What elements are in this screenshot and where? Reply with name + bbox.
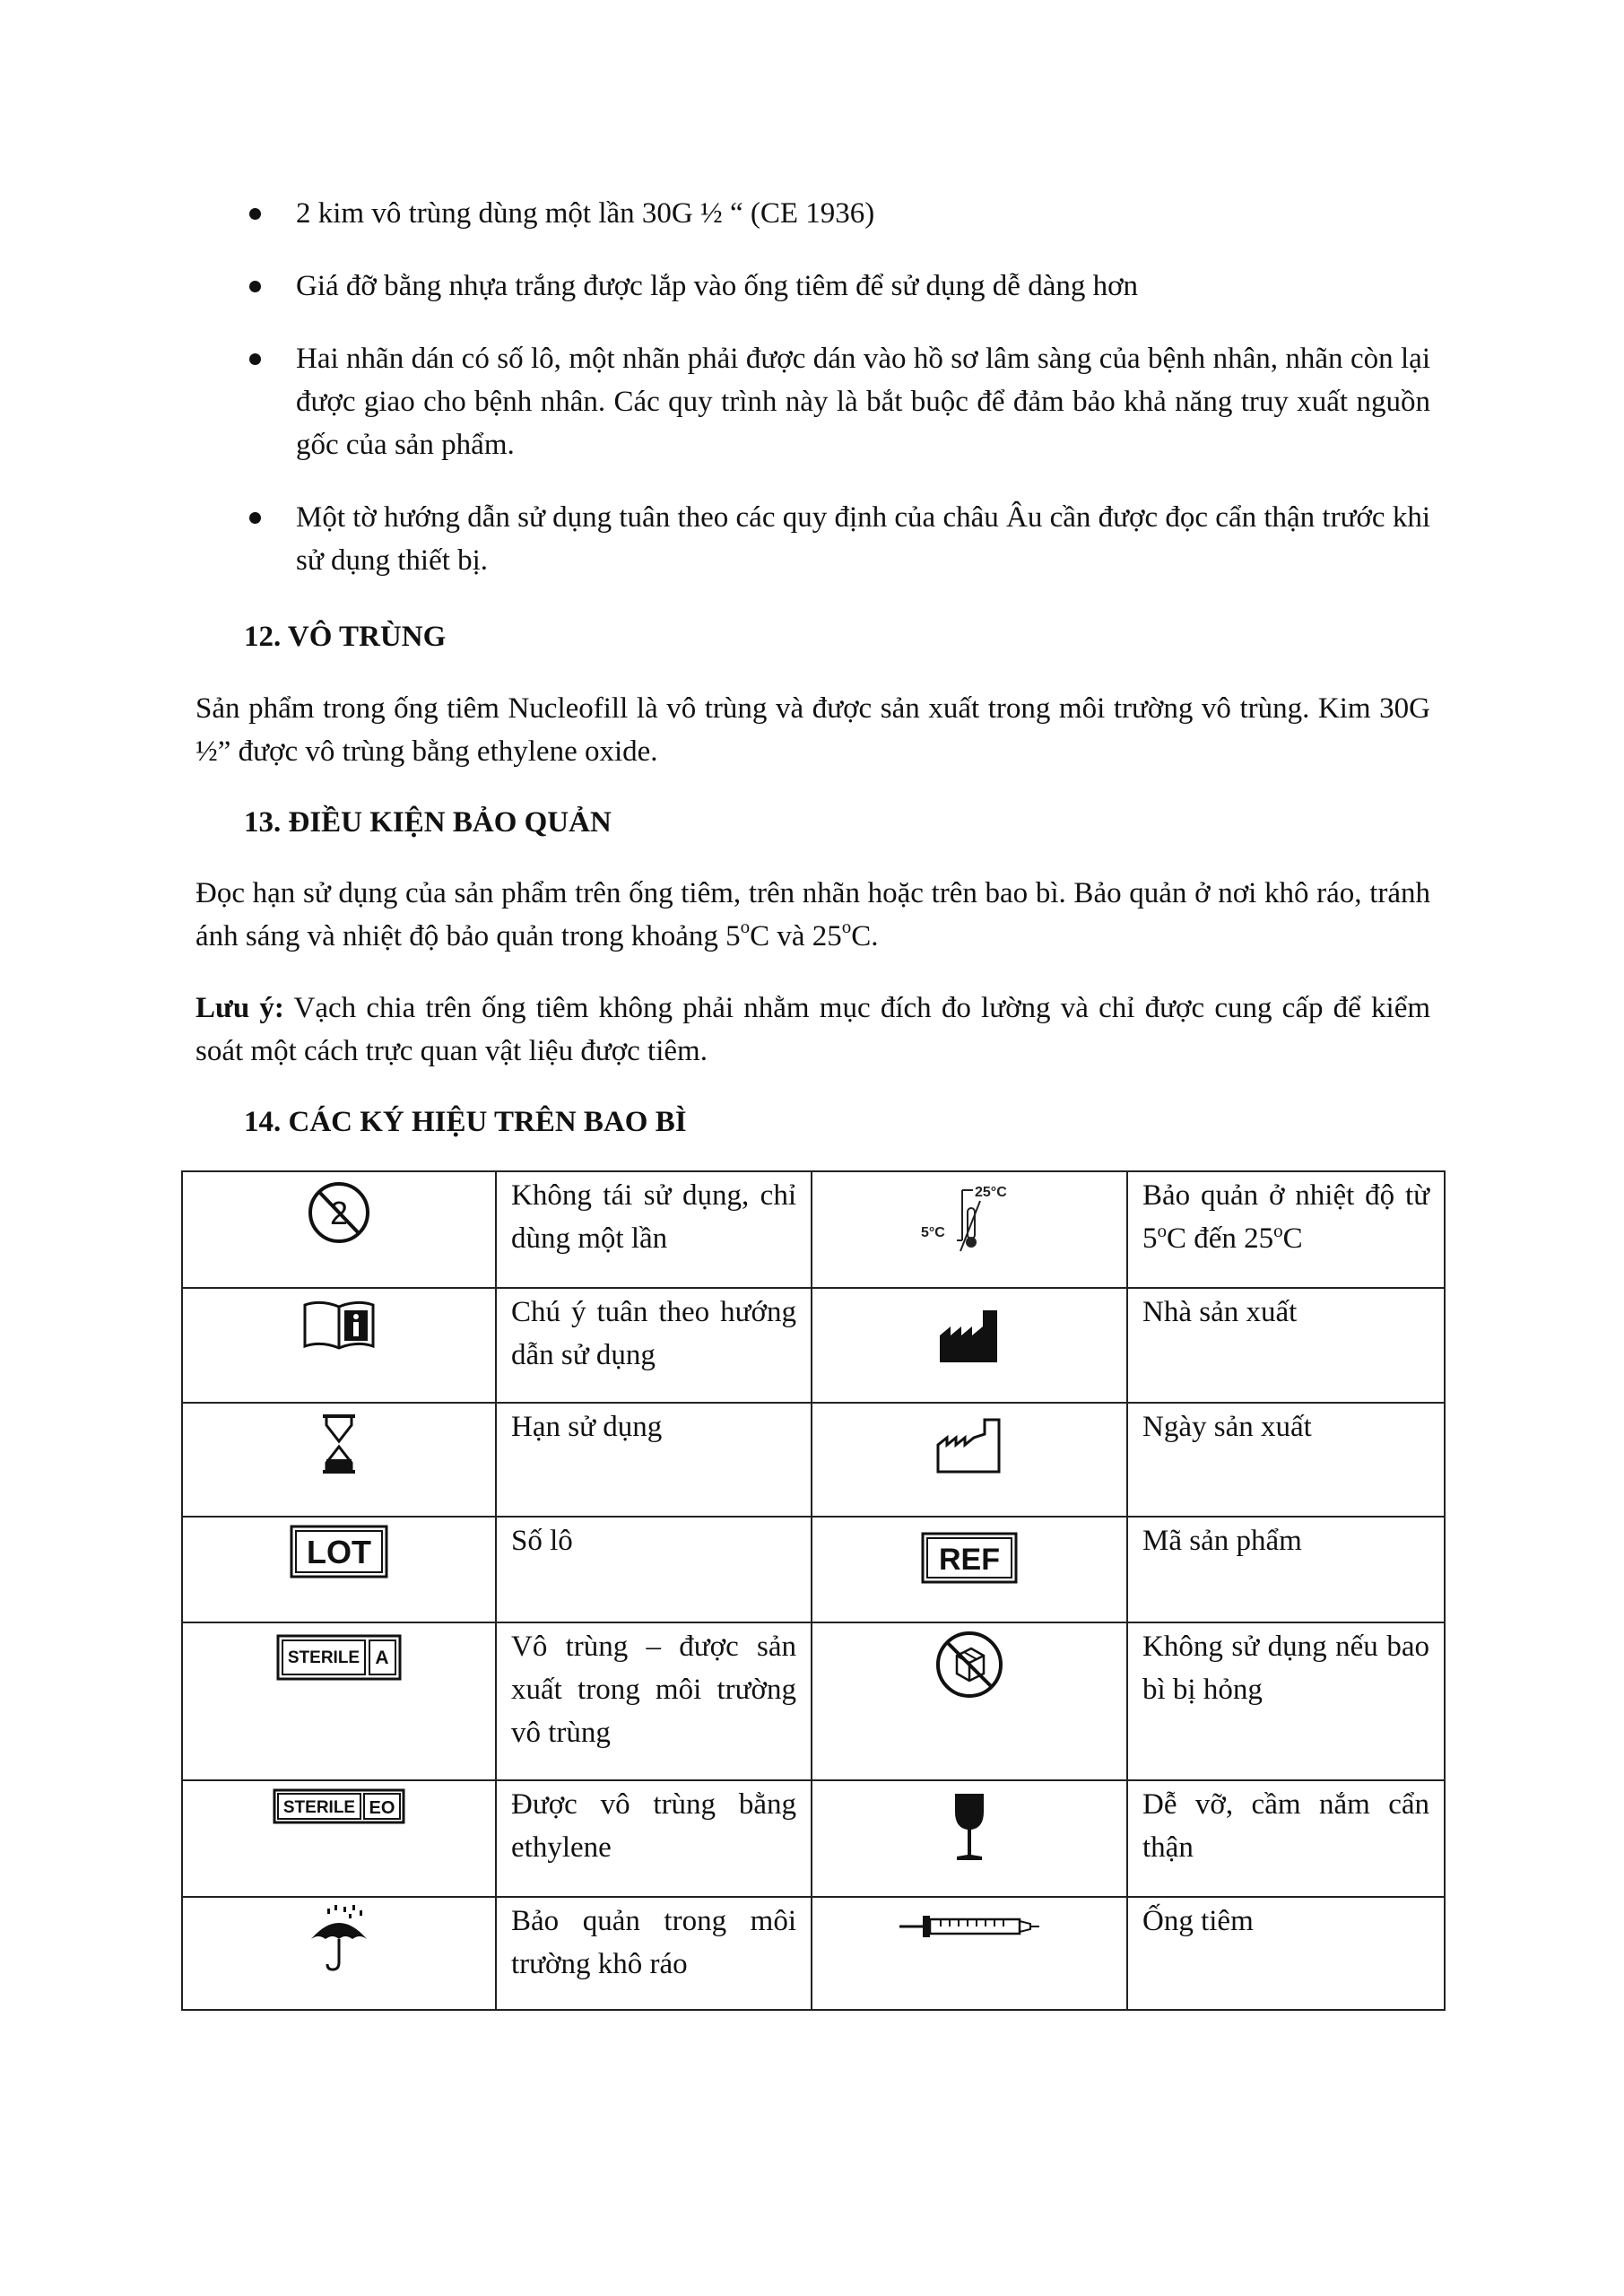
sterile-a-icon [276, 1634, 402, 1681]
table-row [182, 1897, 1445, 2010]
svg-text:LOT: LOT [307, 1534, 371, 1570]
note-text: Lưu ý: Vạch chia trên ống tiêm không phải nhằm mục đích đo lường và chỉ được cung cấp để kiểm soát một cách trực quan vật liệu được tiêm. [195, 992, 1431, 1067]
bullet-icon [249, 512, 261, 524]
storage-conditions-text: Đọc hạn sử dụng của sản phẩm trên ống tiêm, trên nhãn hoặc trên bao bì. Bảo quản ở nơi khô ráo, tránh ánh sáng và nhiệt độ bảo quản trong khoảng 5$^o$C và 25$^o$C. [195, 877, 1430, 952]
fragile-glass-icon [951, 1792, 987, 1862]
hourglass-icon [319, 1413, 359, 1475]
symbol-label: Chú ý tuân theo hướng dẫn sử dụng [496, 1288, 812, 1403]
svg-text:STERILE: STERILE [282, 1798, 356, 1817]
symbol-label: Số lô [496, 1517, 812, 1622]
symbol-label: Được vô trùng bằng ethylene [496, 1780, 812, 1897]
do-not-use-if-damaged-icon [934, 1629, 1005, 1700]
symbol-label: Không tái sử dụng, chỉ dùng một lần [496, 1171, 812, 1288]
symbol-label: Bảo quản ở nhiệt độ từ 5$^o$C đến 25$^o$C [1127, 1171, 1445, 1288]
table-row [182, 1780, 1445, 1897]
svg-text:REF: REF [939, 1543, 1000, 1577]
symbols-table [181, 1170, 1446, 2011]
svg-text:2: 2 [329, 1195, 349, 1231]
list-item [242, 337, 1430, 466]
svg-text:EO: EO [369, 1798, 395, 1818]
bullet-icon [249, 208, 261, 220]
table-row [182, 1403, 1445, 1517]
symbol-label: Ống tiêm [1127, 1897, 1445, 2010]
symbol-label: Hạn sử dụng [496, 1403, 812, 1517]
symbol-label: Bảo quản trong môi trường khô ráo [496, 1897, 812, 2010]
contents-list [242, 192, 1430, 582]
symbol-label: Vô trùng – được sản xuất trong môi trường vô trùng [496, 1622, 812, 1780]
list-item-text: 2 kim vô trùng dùng một lần 30G ½ “ (CE 1936) [296, 197, 875, 230]
list-item [242, 192, 1430, 235]
svg-text:STERILE: STERILE [287, 1648, 360, 1667]
symbol-label: Mã sản phẩm [1127, 1517, 1445, 1622]
svg-text:A: A [375, 1648, 389, 1668]
do-not-reuse-icon [306, 1181, 372, 1244]
table-row [182, 1517, 1445, 1622]
symbol-label: Không sử dụng nếu bao bì bị hỏng [1127, 1622, 1445, 1780]
table-row [182, 1288, 1445, 1403]
section-12-text: Sản phẩm trong ống tiêm Nucleofill là vô trùng và được sản xuất trong môi trường vô trùng. Kim 30G ½” được vô trùng bằng ethylene oxide. [195, 692, 1430, 768]
umbrella-icon [308, 1903, 370, 1971]
sterile-eo-icon [273, 1788, 405, 1824]
list-item-text: Giá đỡ bằng nhựa trắng được lắp vào ống tiêm để sử dụng dễ dàng hơn [296, 270, 1139, 302]
bullet-icon [249, 281, 261, 292]
section-13-heading: 13. ĐIỀU KIỆN BẢO QUẢN [244, 806, 612, 839]
svg-text:5°C: 5°C [921, 1225, 945, 1240]
symbol-label: Ngày sản xuất [1127, 1403, 1445, 1517]
list-item [242, 265, 1430, 308]
symbol-label: Nhà sản xuất [1127, 1288, 1445, 1403]
list-item-text: Hai nhãn dán có số lô, một nhãn phải được dán vào hồ sơ lâm sàng của bệnh nhân, nhãn còn lại được giao cho bệnh nhân. Các quy trình này là bắt buộc để đảm bảo khả năng truy xuất nguồn gốc của sản phẩm. [296, 343, 1430, 461]
syringe-icon [898, 1912, 1041, 1941]
lot-icon [290, 1525, 388, 1578]
symbol-label: Dễ vỡ, cầm nắm cẩn thận [1127, 1780, 1445, 1897]
table-row [182, 1622, 1445, 1780]
section-12-heading: 12. VÔ TRÙNG [244, 621, 447, 653]
ref-icon [921, 1532, 1018, 1584]
note-label: Lưu ý: [195, 992, 284, 1024]
table-row [182, 1171, 1445, 1288]
svg-text:25°C: 25°C [975, 1185, 1007, 1200]
list-item [242, 496, 1430, 582]
section-14-heading: 14. CÁC KÝ HIỆU TRÊN BAO BÌ [244, 1106, 687, 1138]
temperature-limit-icon [916, 1181, 1023, 1253]
consult-instructions-icon [301, 1298, 377, 1352]
manufacturer-icon [938, 1309, 1001, 1364]
manufacture-date-icon [936, 1416, 1003, 1474]
list-item-text: Một tờ hướng dẫn sử dụng tuân theo các quy định của châu Âu cần được đọc cẩn thận trước khi sử dụng thiết bị. [296, 501, 1430, 577]
bullet-icon [249, 353, 261, 365]
